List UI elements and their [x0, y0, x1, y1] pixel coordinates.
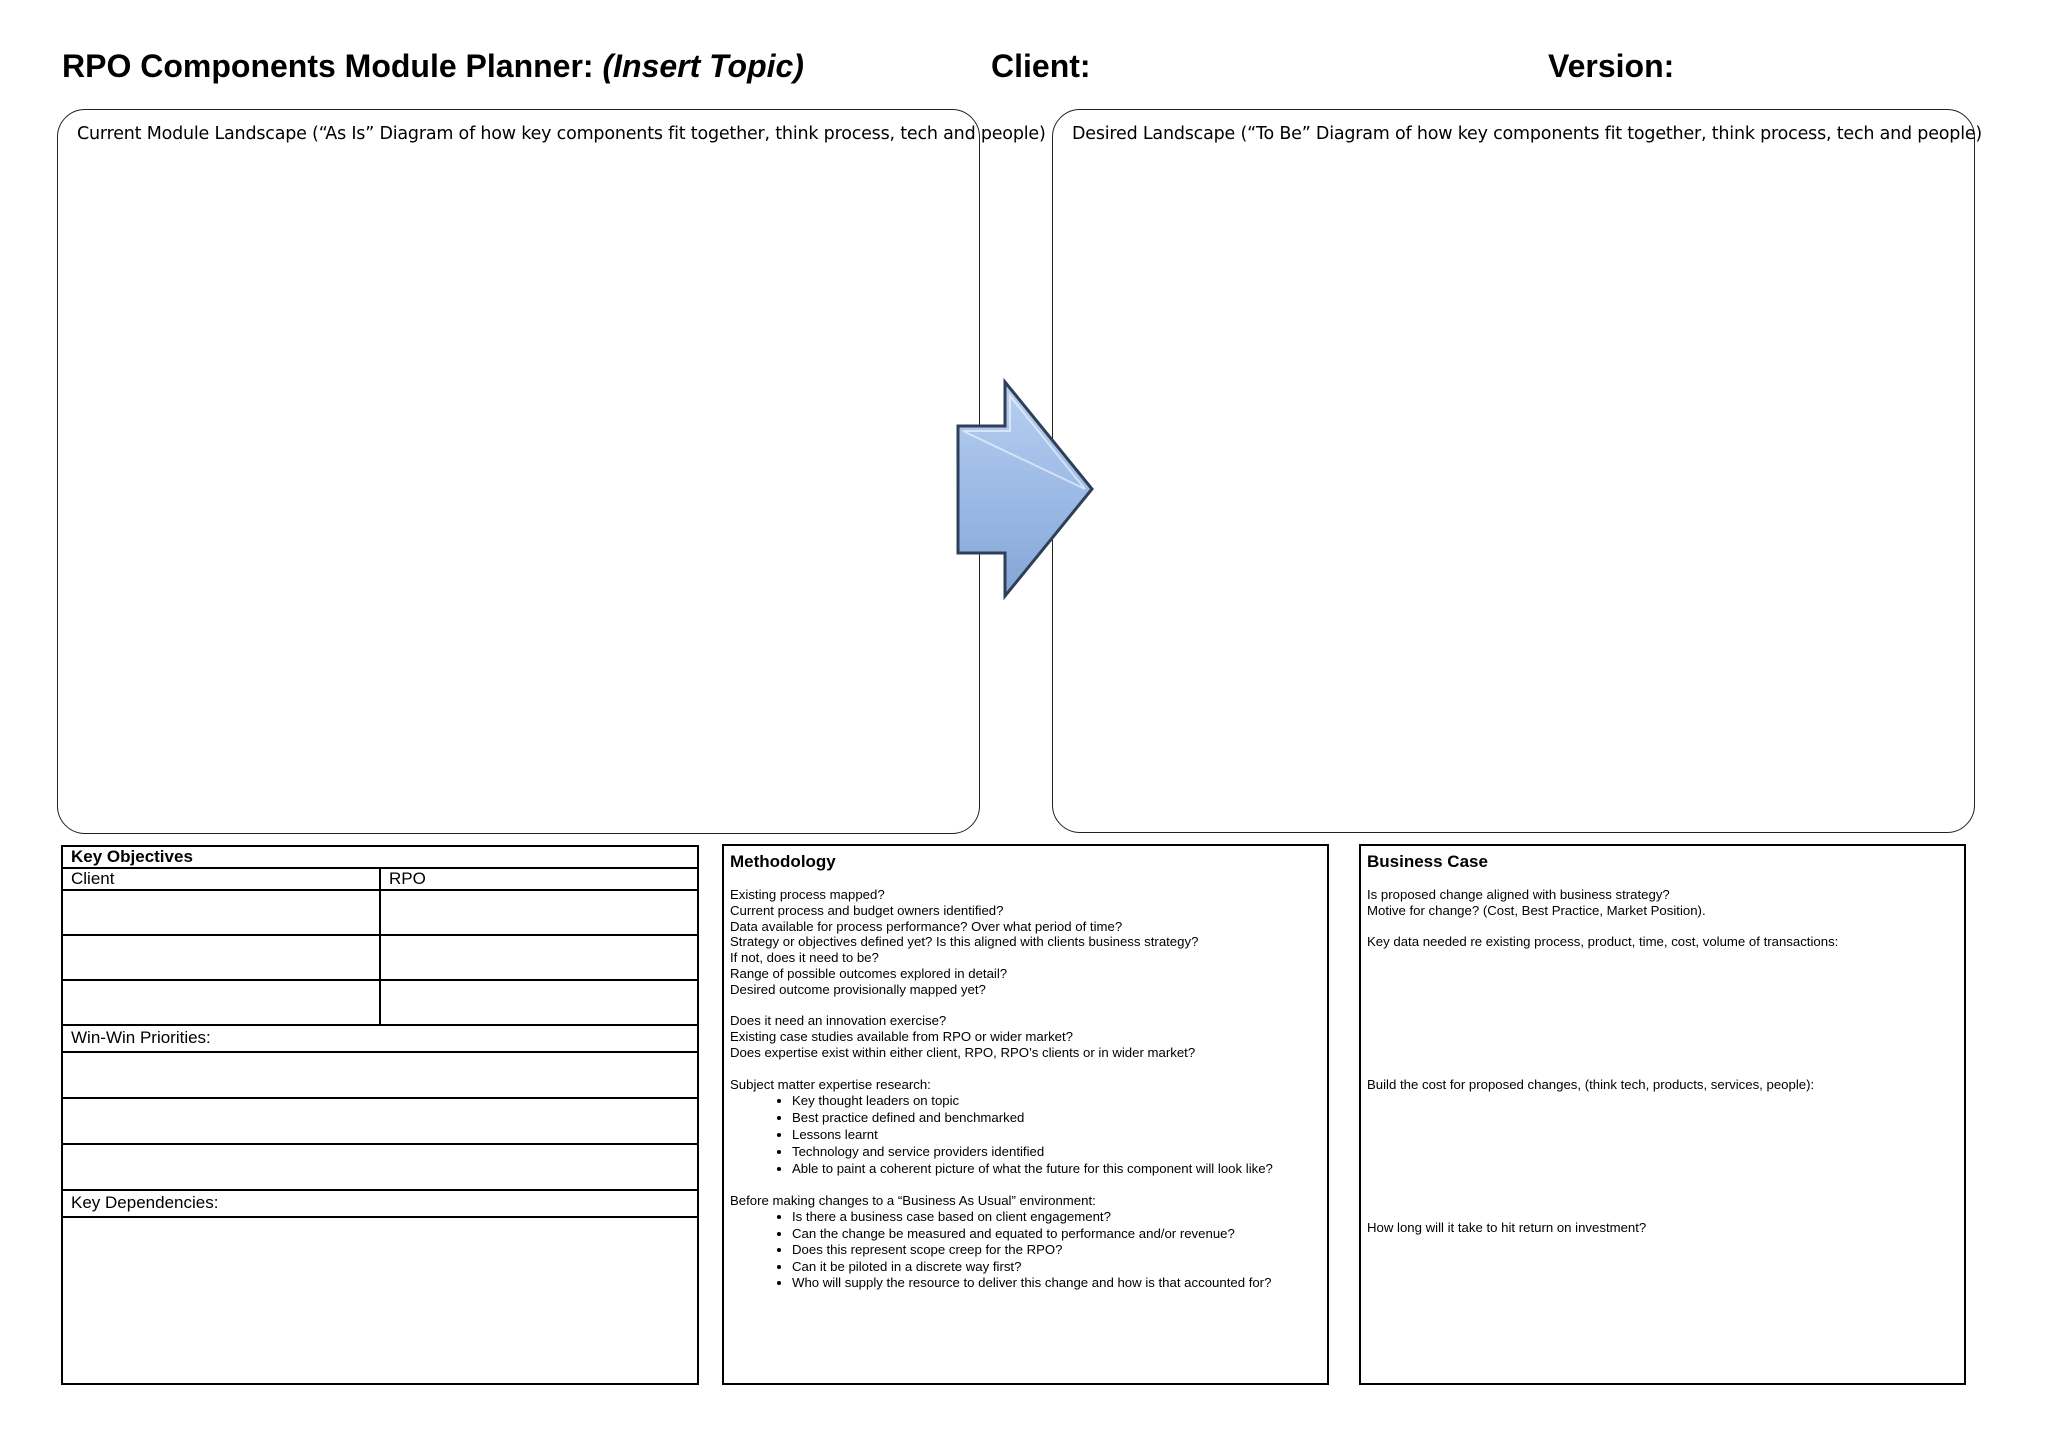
key-objectives-title: Key Objectives: [62, 846, 698, 868]
desired-landscape-panel[interactable]: [1052, 109, 1983, 833]
current-landscape-caption: Current Module Landscape (“As Is” Diagram of how key components fit together, think process, tech and people): [77, 124, 1046, 144]
list-item: • Who will supply the resource to deliver this change and how is that accounted for?: [792, 1275, 1321, 1292]
methodology-line: Data available for process performance? Over what period of time?: [730, 918, 1123, 934]
sme-intro: Subject matter expertise research:: [730, 1076, 931, 1092]
rpo-objective-cell[interactable]: [380, 935, 698, 980]
list-item: • Able to paint a coherent picture of what the future for this component will look like?: [792, 1160, 1321, 1177]
list-item: • Can the change be measured and equated to performance and/or revenue?: [792, 1226, 1321, 1243]
win-win-priority-cell[interactable]: [62, 1144, 698, 1190]
list-item: • Is there a business case based on client engagement?: [792, 1209, 1321, 1226]
bau-list: [730, 1209, 1321, 1292]
methodology-line: Does it need an innovation exercise?: [730, 1013, 947, 1029]
col-client-header: Client: [62, 868, 380, 890]
methodology-title: Methodology: [730, 852, 836, 871]
version-label: Version:: [1548, 48, 1675, 84]
methodology-line: Range of possible outcomes explored in detail?: [730, 965, 1008, 981]
client-objective-cell[interactable]: [62, 980, 380, 1025]
methodology-line: Current process and budget owners identified?: [730, 902, 1004, 918]
client-objective-cell[interactable]: [62, 935, 380, 980]
current-landscape-panel[interactable]: [57, 109, 1046, 834]
business-case-panel: [1359, 844, 1966, 1385]
business-case-line: Build the cost for proposed changes, (think tech, products, services, people):: [1367, 1077, 1815, 1093]
win-win-priority-cell[interactable]: [62, 1052, 698, 1098]
win-win-priorities-label: Win-Win Priorities:: [62, 1025, 698, 1052]
desired-landscape-caption: Desired Landscape (“To Be” Diagram of how key components fit together, think process, tech and people): [1072, 124, 1983, 144]
title-text: RPO Components Module Planner:: [62, 48, 594, 84]
list-item: • Can it be piloted in a discrete way first?: [792, 1259, 1321, 1276]
key-data-entry-area[interactable]: [1367, 950, 1958, 1077]
rpo-objective-cell[interactable]: [380, 980, 698, 1025]
methodology-line: Desired outcome provisionally mapped yet?: [730, 981, 986, 997]
col-rpo-header: RPO: [380, 868, 698, 890]
business-case-line: Motive for change? (Cost, Best Practice, Market Position).: [1367, 902, 1706, 918]
rpo-objective-cell[interactable]: [380, 890, 698, 935]
bau-intro: Before making changes to a “Business As Usual” environment:: [730, 1193, 1096, 1209]
business-case-line: Key data needed re existing process, product, time, cost, volume of transactions:: [1367, 934, 1839, 950]
key-objectives-table: [61, 845, 699, 1385]
right-arrow-icon: [950, 378, 1100, 600]
methodology-line: Existing process mapped?: [730, 887, 885, 902]
business-case-line: How long will it take to hit return on investment?: [1367, 1219, 1647, 1235]
methodology-line: If not, does it need to be?: [730, 950, 879, 966]
topic-placeholder[interactable]: (Insert Topic): [602, 48, 804, 84]
list-item: • Does this represent scope creep for the RPO?: [792, 1242, 1321, 1259]
methodology-line: Existing case studies available from RPO or wider market?: [730, 1029, 1074, 1045]
methodology-line: Strategy or objectives defined yet? Is this aligned with clients business strategy?: [730, 934, 1199, 950]
win-win-priority-cell[interactable]: [62, 1098, 698, 1144]
list-item: • Technology and service providers identified: [792, 1143, 1321, 1160]
list-item: • Lessons learnt: [792, 1126, 1321, 1143]
key-dependencies-cell[interactable]: [62, 1217, 698, 1384]
page-title: [62, 48, 804, 85]
cost-entry-area[interactable]: [1367, 1093, 1958, 1220]
methodology-panel: [722, 844, 1329, 1385]
methodology-line: Does expertise exist within either client, RPO, RPO’s clients or in wider market?: [730, 1044, 1196, 1060]
key-dependencies-label: Key Dependencies:: [62, 1190, 698, 1217]
client-objective-cell[interactable]: [62, 890, 380, 935]
business-case-line: Is proposed change aligned with business strategy?: [1367, 887, 1670, 902]
business-case-title: Business Case: [1367, 852, 1488, 871]
list-item: • Key thought leaders on topic: [792, 1092, 1321, 1109]
sme-list: [730, 1092, 1321, 1177]
list-item: • Best practice defined and benchmarked: [792, 1109, 1321, 1126]
client-label: Client:: [991, 48, 1091, 84]
